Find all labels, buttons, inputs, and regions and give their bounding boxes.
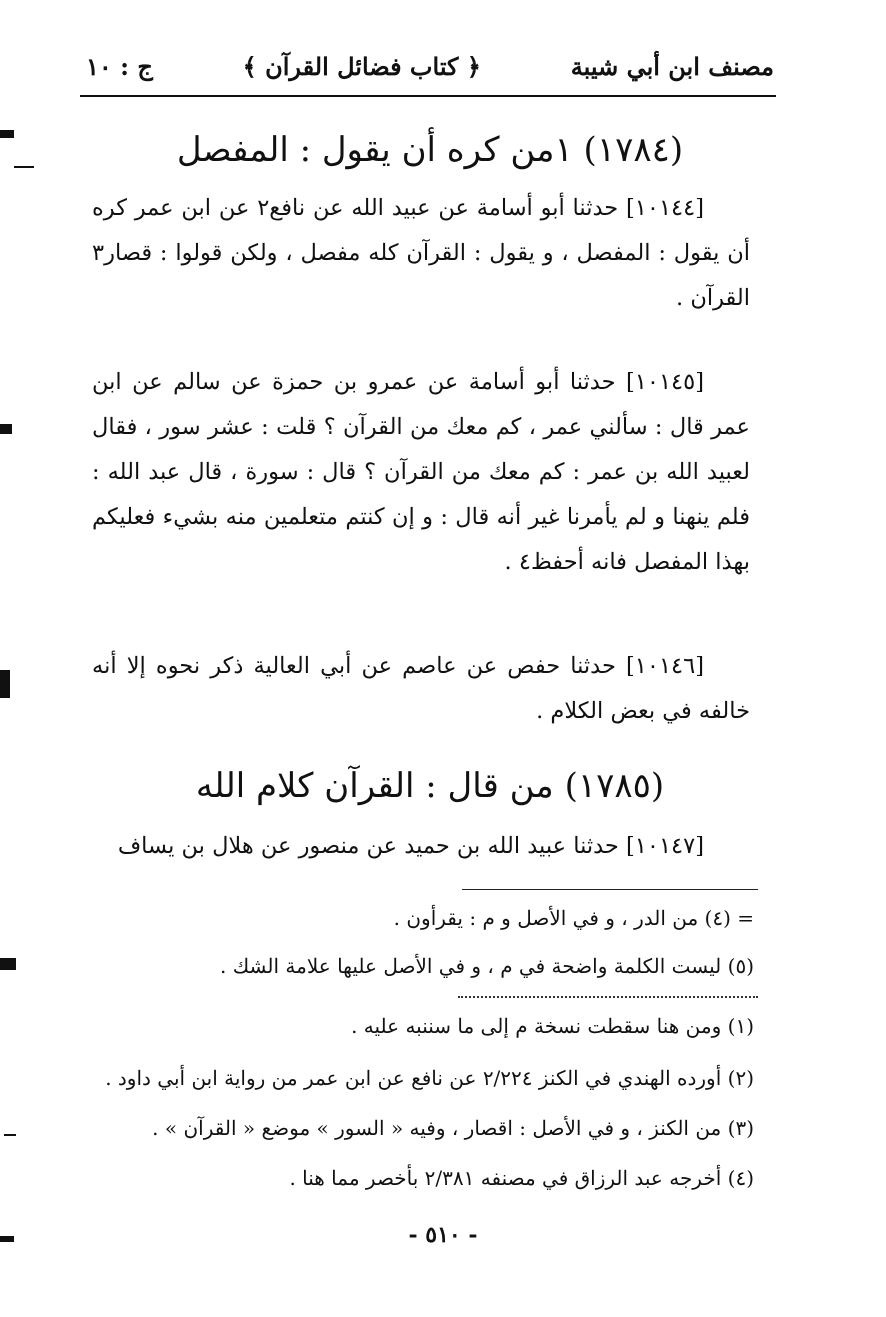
- footnote-rule: [462, 889, 758, 890]
- hadith-text: كره أن يقول : المفصل ، و يقول : القرآن كله مفصل ، ولكن قولوا : قصار٣ القرآن .: [92, 195, 750, 311]
- header-rule: [80, 95, 776, 97]
- hadith-first-line: [١٠١٤٦] حدثنا حفص عن عاصم عن أبي العالية ذكر نحوه إلا: [126, 653, 705, 679]
- footnote-divider: [458, 996, 758, 998]
- footnote: (٣) من الكنز ، و في الأصل : اقصار ، وفيه « السور » موضع « القرآن » .: [152, 1116, 754, 1140]
- footnote: (١) ومن هنا سقطت نسخة م إلى ما سننبه عليه .: [351, 1014, 754, 1038]
- hadith-paragraph: [92, 644, 750, 734]
- footnote-carry: (٥) ليست الكلمة واضحة في م ، و في الأصل عليها علامة الشك .: [219, 954, 754, 978]
- scan-mark: [0, 130, 14, 138]
- footnote: (٢) أورده الهندي في الكنز ٢/٢٢٤ عن نافع عن ابن عمر من رواية ابن أبي داود .: [105, 1066, 754, 1090]
- hadith-paragraph: [92, 186, 750, 321]
- hadith-text: عمر قال : سألني عمر ، كم معك من القرآن ؟ قلت : عشر سور ، فقال لعبيد الله بن عمر : كم معك من القرآن ؟ قال : سورة ، قال عبد الله : فلم ينهنا و لم يأمرنا غير أنه قال : و إن كنتم متعلمين منه بشيء فعليكم بهذا المفصل فانه أحفظ٤ .: [92, 414, 750, 575]
- scan-mark: [0, 670, 10, 698]
- hadith-first-line: [١٠١٤٤] حدثنا أبو أسامة عن عبيد الله عن نافع٢ عن ابن عمر: [134, 195, 704, 221]
- footnote-carry: = (٤) من الدر ، و في الأصل و م : يقرأون .: [393, 906, 754, 930]
- header-volume: ج : ١٠: [86, 51, 153, 81]
- scan-mark: [0, 958, 16, 970]
- section-heading: (١٧٨٤) ١من كره أن يقول : المفصل: [176, 130, 684, 170]
- scan-mark: [4, 1134, 16, 1136]
- page-number: - ٥١٠ -: [408, 1222, 478, 1248]
- header-chapter-title: ﴿ كتاب فضائل القرآن ﴾: [242, 51, 481, 81]
- hadith-first-line: [١٠١٤٧] حدثنا عبيد الله بن حميد عن منصور عن هلال بن يساف: [117, 833, 704, 859]
- scan-mark: [0, 424, 12, 434]
- hadith-paragraph: [92, 824, 750, 869]
- header-book-title: مصنف ابن أبي شيبة: [570, 51, 774, 81]
- scan-mark: [14, 166, 34, 168]
- hadith-text: أنه خالفه في بعض الكلام .: [92, 653, 750, 724]
- hadith-first-line: [١٠١٤٥] حدثنا أبو أسامة عن عمرو بن حمزة عن سالم عن ابن: [92, 369, 704, 395]
- footnote: (٤) أخرجه عبد الرزاق في مصنفه ٢/٣٨١ بأخصر مما هنا .: [289, 1166, 754, 1190]
- scan-mark: [0, 1236, 14, 1242]
- hadith-paragraph: [92, 360, 750, 585]
- running-header: [86, 44, 774, 88]
- section-heading: (١٧٨٥) من قال : القرآن كلام الله: [195, 766, 665, 806]
